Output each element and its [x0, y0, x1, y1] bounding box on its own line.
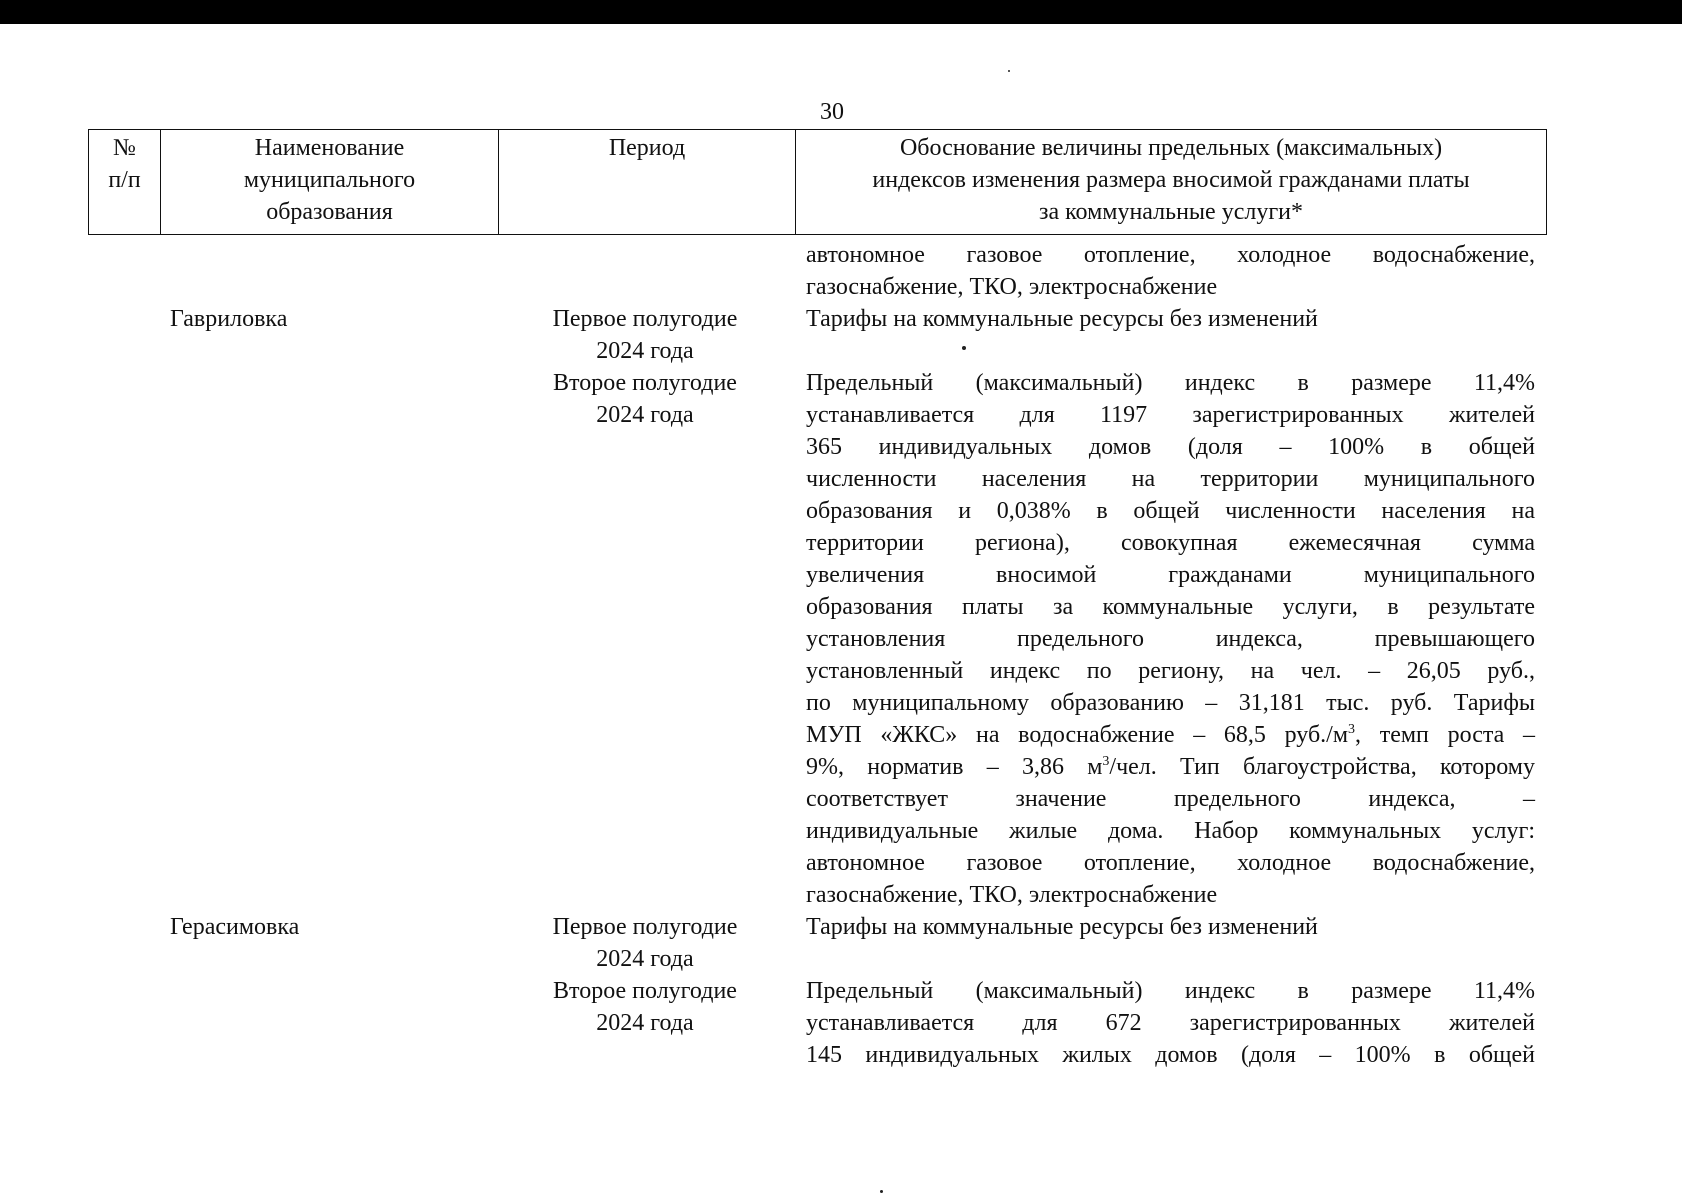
text-line: территории региона), совокупная ежемесячная сумма	[806, 530, 1535, 556]
text-fragment: МУП «ЖКС» на водоснабжение – 68,5 руб./м	[806, 722, 1349, 748]
superscript: 3	[1348, 722, 1356, 737]
text-line: по муниципальному образованию – 31,181 тыс. руб. Тарифы	[806, 690, 1535, 716]
text-line	[806, 751, 1535, 783]
text-line: увеличения вносимой гражданами муниципального	[806, 562, 1535, 588]
text-line: автономное газовое отопление, холодное водоснабжение,	[806, 850, 1535, 876]
text-line: Тарифы на коммунальные ресурсы без изменений	[806, 306, 1318, 332]
municipality-name: Герасимовка	[170, 914, 300, 940]
continuation-text	[806, 239, 1535, 303]
text-line: установления предельного индекса, превышающего	[806, 626, 1535, 652]
text-line: автономное газовое отопление, холодное водоснабжение,	[806, 242, 1535, 268]
header-col-municipality: Наименование муниципального образования	[161, 130, 499, 234]
text-line: соответствует значение предельного индекса, –	[806, 786, 1535, 812]
text-line: устанавливается для 672 зарегистрированных жителей	[806, 1010, 1535, 1036]
text-line: численности населения на территории муниципального	[806, 466, 1535, 492]
text-line: газоснабжение, ТКО, электроснабжение	[806, 882, 1218, 908]
text-line	[806, 719, 1535, 751]
text-line: 365 индивидуальных домов (доля – 100% в общей	[806, 434, 1535, 460]
period-second-half: Второе полугодие 2024 года	[553, 370, 737, 428]
text-line: образования платы за коммунальные услуги, в результате	[806, 594, 1535, 620]
scan-top-border	[0, 0, 1682, 24]
header-col-justification: Обоснование величины предельных (максимальных) индексов изменения размера вносимой гражданами платы за коммунальные услуги*	[872, 135, 1470, 225]
period-second-half: Второе полугодие 2024 года	[553, 978, 737, 1036]
header-col-number: № п/п	[89, 130, 161, 234]
scan-speck	[880, 1190, 883, 1193]
text-line: индивидуальные жилые дома. Набор коммунальных услуг:	[806, 818, 1535, 844]
period-first-half: Первое полугодие 2024 года	[552, 306, 738, 364]
municipality-name: Гавриловка	[170, 306, 288, 332]
scan-speck	[1008, 70, 1010, 72]
text-fragment: /чел. Тип благоустройства, которому	[1109, 754, 1535, 780]
scan-speck	[962, 346, 966, 350]
header-col-period: Период	[499, 130, 796, 234]
superscript: 3	[1102, 754, 1110, 769]
text-line: установленный индекс по региону, на чел. – 26,05 руб.,	[806, 658, 1535, 684]
justification-text	[806, 911, 1535, 943]
text-line: 145 индивидуальных жилых домов (доля – 100% в общей	[806, 1042, 1535, 1068]
justification-text	[806, 303, 1535, 335]
text-line: образования и 0,038% в общей численности населения на	[806, 498, 1535, 524]
text-line: Предельный (максимальный) индекс в размере 11,4%	[806, 978, 1535, 1004]
text-line: Тарифы на коммунальные ресурсы без изменений	[806, 914, 1318, 940]
page-number: 30	[820, 99, 844, 125]
text-line: Предельный (максимальный) индекс в размере 11,4%	[806, 370, 1535, 396]
justification-text	[806, 975, 1535, 1071]
text-line: газоснабжение, ТКО, электроснабжение	[806, 274, 1218, 300]
text-fragment: , темп роста –	[1355, 722, 1535, 748]
text-fragment: 9%, норматив – 3,86 м	[806, 754, 1103, 780]
period-first-half: Первое полугодие 2024 года	[552, 914, 738, 972]
text-line: устанавливается для 1197 зарегистрированных жителей	[806, 402, 1535, 428]
table-header	[88, 129, 1547, 235]
justification-text	[806, 367, 1535, 911]
